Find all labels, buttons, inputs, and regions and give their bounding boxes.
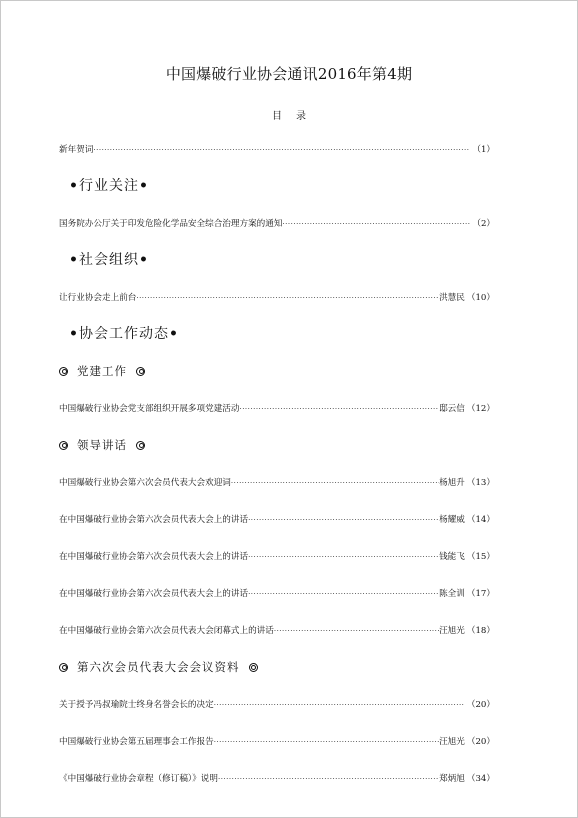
dot-leader [274,625,439,637]
double-circle-icon [59,663,68,672]
entry-page: （14） [466,515,495,525]
entry-title: 让行业协会走上前台 [59,293,137,303]
entry-page: （17） [466,589,495,599]
subsection-label: 党建工作 [77,364,127,378]
dot-leader [214,736,439,748]
dot-leader [218,773,439,785]
double-circle-icon [59,441,68,450]
bullet-dot: • [138,178,149,194]
entry-author: 邸云信 [439,404,465,414]
bullet-dot: • [138,252,149,268]
entry-title: 关于授予冯叔瑜院士终身名誉会长的决定 [59,700,214,710]
toc-entry[interactable] [59,625,495,637]
toc-entry[interactable] [59,773,495,785]
document-title: 中国爆破行业协会通讯2016年第4期 [165,65,413,83]
entry-author: 陈全训 [439,589,465,599]
entry-page: （20） [466,700,495,710]
entry-title: 中国爆破行业协会第五届理事会工作报告 [59,737,214,747]
bullet-dot: • [69,326,79,342]
section-heading-industry-focus [69,177,149,195]
entry-title: 在中国爆破行业协会第六次会员代表大会上的讲话 [59,552,249,562]
entry-title: 新年贺词 [59,145,94,155]
entry-author: 洪慧民 [439,293,465,303]
dot-leader [136,292,439,304]
entry-page: （12） [466,404,495,414]
entry-author: 钱能飞 [439,552,465,562]
entry-title: 中国爆破行业协会第六次会员代表大会欢迎词 [59,478,231,488]
section-label: 协会工作动态 [78,326,169,342]
entry-author: 郑炳旭 [439,774,465,784]
entry-page: （13） [466,478,495,488]
toc-entry[interactable] [59,588,495,600]
entry-page: （1） [472,145,495,155]
toc-entry[interactable] [59,699,495,711]
dot-leader [231,477,439,489]
entry-author: 汪旭光 [439,737,465,747]
subsection-label: 第六次会员代表大会会议资料 [77,660,240,674]
toc-entry[interactable] [59,403,495,415]
subsection-heading-congress-materials [59,659,258,675]
toc-entry[interactable] [59,736,495,748]
toc-entry[interactable] [59,477,495,489]
dot-leader [282,218,470,230]
entry-author: 杨耀威 [439,515,465,525]
entry-title: 在中国爆破行业协会第六次会员代表大会上的讲话 [59,515,249,525]
entry-title: 在中国爆破行业协会第六次会员代表大会上的讲话 [59,589,249,599]
section-label: 社会组织 [78,252,139,268]
entry-page: （34） [466,774,495,784]
entry-title: 在中国爆破行业协会第六次会员代表大会闭幕式上的讲话 [59,626,274,636]
dot-leader [248,588,439,600]
entry-page: （10） [466,293,495,303]
subsection-label: 领导讲话 [77,438,127,452]
toc-entry[interactable] [59,218,495,230]
toc-entry[interactable] [59,144,495,156]
entry-title: 《中国爆破行业协会章程（修订稿）》说明 [59,774,218,784]
entry-title: 国务院办公厅关于印发危险化学品安全综合治理方案的通知 [59,219,283,229]
toc-entry[interactable] [59,514,495,526]
double-circle-icon [136,441,145,450]
entry-page: （18） [466,626,495,636]
section-label: 行业关注 [78,178,139,194]
dot-leader [93,144,470,156]
section-heading-association-news [69,325,179,343]
bullet-dot: • [69,252,79,268]
subsection-heading-party-building [59,363,145,379]
double-circle-icon [59,367,68,376]
entry-author: 汪旭光 [439,626,465,636]
double-circle-icon [249,663,258,672]
dot-leader [248,551,439,563]
double-circle-icon [136,367,145,376]
toc-heading: 目录 [272,111,320,122]
dot-leader [248,514,439,526]
entry-page: （15） [466,552,495,562]
dot-leader [239,403,439,415]
toc-entry[interactable] [59,551,495,563]
entry-page: （20） [466,737,495,747]
entry-page: （2） [472,219,495,229]
subsection-heading-leader-speeches [59,437,145,453]
toc-entry[interactable] [59,292,495,304]
bullet-dot: • [168,326,179,342]
entry-title: 中国爆破行业协会党支部组织开展多项党建活动 [59,404,240,414]
dot-leader [214,699,465,711]
entry-author: 杨旭升 [439,478,465,488]
section-heading-social-organizations [69,251,149,269]
bullet-dot: • [69,178,79,194]
